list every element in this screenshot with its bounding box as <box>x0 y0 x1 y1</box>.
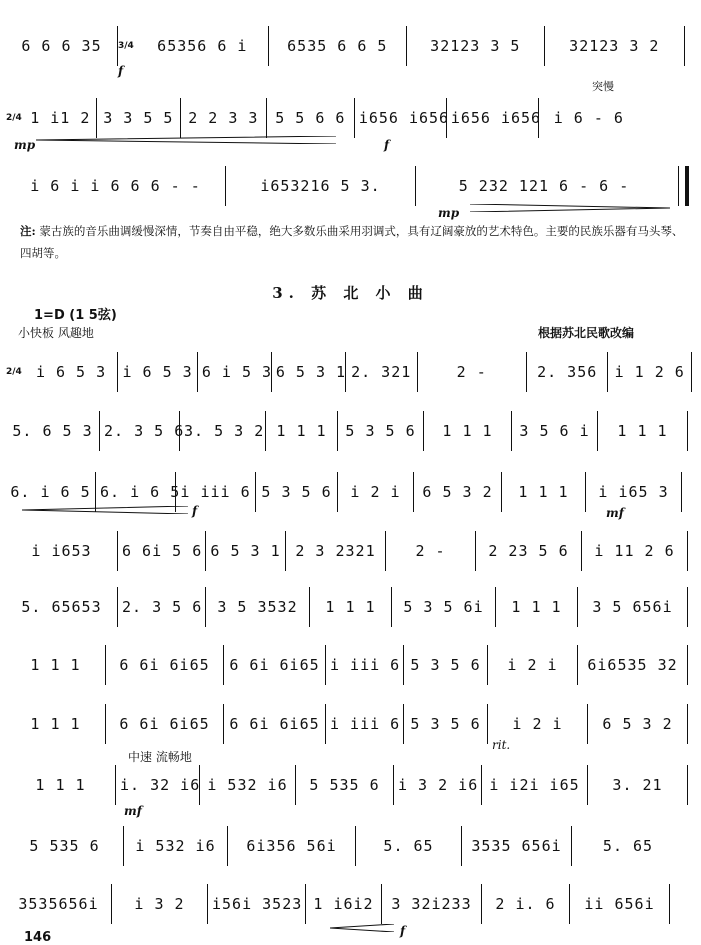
measure-notes: i 6 i i 6 6 6 - - <box>30 177 201 195</box>
measure <box>6 645 106 685</box>
measure-notes: 1 1 1 <box>617 422 668 440</box>
measure <box>356 826 462 866</box>
measure <box>392 587 496 627</box>
time-signature: 2/4 <box>6 112 22 123</box>
measure <box>118 352 198 392</box>
measure-notes: 6i6535 32 <box>587 656 678 674</box>
measure-notes: 1 i1 2 <box>30 109 91 127</box>
measure-notes: 1 1 1 <box>325 598 376 616</box>
dynamic-marking: mf <box>606 506 624 520</box>
measure-notes: 5 535 6 <box>309 776 380 794</box>
measure-notes: 2 i. 6 <box>495 895 556 913</box>
measure <box>6 26 118 66</box>
dynamic-marking: f <box>118 64 124 78</box>
measure <box>404 645 488 685</box>
dynamic-marking: f <box>384 138 390 152</box>
measure-notes: 3535 656i <box>471 837 562 855</box>
measure <box>198 352 272 392</box>
measure-notes: 5 3 5 6 <box>410 715 481 733</box>
staff-row <box>6 98 692 138</box>
arranger-credit: 根据苏北民歌改编 <box>538 326 635 340</box>
measure <box>137 26 269 66</box>
measure <box>224 704 326 744</box>
measure-notes: ii 656i <box>584 895 655 913</box>
measure <box>338 472 414 512</box>
measure-notes: 2. 3 5 6 <box>104 422 185 440</box>
staff-row <box>6 645 692 685</box>
measure <box>386 531 476 571</box>
measure-notes: 3. 21 <box>612 776 663 794</box>
measure-notes: 6 6i 6i65 <box>229 656 320 674</box>
measure-notes: 6 6i 6i65 <box>229 715 320 733</box>
measure <box>502 472 586 512</box>
measure-notes: i iii 6 <box>330 656 401 674</box>
measure-notes: 5 3 5 6 <box>261 483 332 501</box>
measure-notes: i 2 i <box>507 656 558 674</box>
measure <box>112 884 208 924</box>
decrescendo-hairpin <box>470 204 670 212</box>
crescendo-hairpin <box>330 924 394 932</box>
staff-row <box>6 26 692 66</box>
measure-notes: 1 1 1 <box>35 776 86 794</box>
measure-notes: 3 3 5 5 <box>103 109 174 127</box>
measure <box>6 411 100 451</box>
measure <box>226 166 416 206</box>
measure <box>572 826 684 866</box>
measure-notes: 6i356 56i <box>246 837 337 855</box>
measure-notes: 6. i 6 5 <box>100 483 181 501</box>
dynamic-marking: f <box>400 924 406 938</box>
dynamic-marking: mf <box>124 804 142 818</box>
measure <box>180 411 266 451</box>
time-signature: 2/4 <box>6 366 22 377</box>
measure-notes: i iii 6 <box>330 715 401 733</box>
measure <box>578 587 688 627</box>
measure-notes: 3 32i233 <box>391 895 472 913</box>
measure-notes: 1 1 1 <box>30 715 81 733</box>
measure <box>482 765 588 805</box>
measure <box>476 531 582 571</box>
measure <box>6 884 112 924</box>
measure-notes: 3 5 3532 <box>217 598 298 616</box>
measure-notes: 1 1 1 <box>276 422 327 440</box>
measure-notes: 6 5 3 1 <box>210 542 281 560</box>
measure-notes: 6 6i 6i65 <box>119 656 210 674</box>
piece-title: 3. 苏 北 小 曲 <box>272 284 429 302</box>
measure-notes: 32123 3 5 <box>430 37 521 55</box>
measure-notes: i 11 2 6 <box>594 542 675 560</box>
measure <box>200 765 296 805</box>
measure-notes: i56i 3523 <box>212 895 303 913</box>
measure <box>228 826 356 866</box>
measure-notes: i. 32 i6 <box>120 776 201 794</box>
measure-notes: 5. 65 <box>602 837 654 855</box>
measure <box>608 352 692 392</box>
measure <box>394 765 482 805</box>
measure <box>582 531 688 571</box>
final-barline <box>678 166 689 206</box>
measure-notes: 5 3 5 6 <box>410 656 481 674</box>
measure <box>266 411 338 451</box>
measure <box>416 166 672 206</box>
measure <box>588 704 688 744</box>
footnote-text: 蒙古族的音乐曲调缓慢深情，节奏自由平稳，绝大多数乐曲采用羽调式，具有辽阔豪放的艺术特色。主要的民族乐器有马头琴、四胡等。 <box>20 224 684 260</box>
measure-notes: i 532 i6 <box>135 837 216 855</box>
crescendo-hairpin <box>22 506 188 514</box>
measure-notes: i 3 2 <box>134 895 185 913</box>
measure-notes: 2 - <box>456 363 487 381</box>
measure <box>286 531 386 571</box>
measure <box>106 704 224 744</box>
measure-notes: 3535656i <box>18 895 99 913</box>
measure-notes: 5 3 5 6 <box>345 422 416 440</box>
footnote <box>20 220 685 264</box>
measure-notes: 6 i 5 3 <box>201 363 273 381</box>
measure <box>578 645 688 685</box>
measure-notes: i 6 - 6 <box>553 109 624 127</box>
measure-notes: 2. 356 <box>537 363 598 381</box>
measure <box>586 472 682 512</box>
measure-notes: i 6 5 3 <box>35 363 107 381</box>
measure <box>488 645 578 685</box>
measure-notes: 2 23 5 6 <box>488 542 569 560</box>
tempo-change: 中速 流畅地 <box>128 750 192 764</box>
measure-notes: 1 1 1 <box>30 656 81 674</box>
measure <box>6 587 118 627</box>
measure <box>97 98 181 138</box>
measure <box>272 352 346 392</box>
measure <box>512 411 598 451</box>
measure-notes: 2. 321 <box>351 363 412 381</box>
measure-notes: 5. 65 <box>383 837 434 855</box>
measure <box>424 411 512 451</box>
measure <box>414 472 502 512</box>
measure-notes: i iii 6 <box>180 483 251 501</box>
measure <box>118 531 206 571</box>
measure-notes: 2 2 3 3 <box>188 109 259 127</box>
measure-notes: 6 6i 5 6 <box>122 542 203 560</box>
measure-notes: i656 i656 <box>358 109 450 127</box>
measure <box>346 352 418 392</box>
measure-notes: i 1 2 6 <box>614 363 685 381</box>
measure <box>355 98 450 138</box>
measure <box>407 26 545 66</box>
measure-notes: 3 5 6 i <box>519 422 590 440</box>
dynamic-marking: mp <box>438 206 460 220</box>
measure-notes: 3 5 656i <box>592 598 673 616</box>
dynamic-marking: f <box>192 504 198 518</box>
measure <box>6 765 116 805</box>
key-signature: 1=D (1 5弦) <box>34 308 117 323</box>
measure-notes: i i653 <box>31 542 92 560</box>
measure <box>6 704 106 744</box>
measure <box>310 587 392 627</box>
measure <box>6 531 118 571</box>
measure-notes: 5 3 5 6i <box>403 598 484 616</box>
measure <box>570 884 670 924</box>
measure-notes: 5. 6 5 3 <box>12 422 93 440</box>
measure-notes: i656 i656 <box>450 109 542 127</box>
measure <box>176 472 256 512</box>
ritardando-marking: rit. <box>492 738 511 752</box>
measure <box>181 98 267 138</box>
measure-notes: 5 535 6 <box>29 837 100 855</box>
measure <box>588 765 688 805</box>
measure <box>208 884 306 924</box>
measure-notes: 6 5 3 1 <box>275 363 347 381</box>
measure <box>116 765 200 805</box>
measure <box>100 411 185 451</box>
tempo-marking: 小快板 风趣地 <box>18 326 94 340</box>
measure-notes: 6535 6 6 5 <box>287 37 388 55</box>
measure <box>496 587 578 627</box>
measure <box>267 98 355 138</box>
footnote-label: 注: <box>20 224 36 238</box>
measure <box>206 587 310 627</box>
staff-row <box>6 587 692 627</box>
measure-notes: i 3 2 i6 <box>398 776 479 794</box>
measure-notes: i 532 i6 <box>207 776 288 794</box>
measure-notes: 6 5 3 2 <box>602 715 673 733</box>
measure <box>338 411 424 451</box>
measure-notes: 5 5 6 6 <box>275 109 346 127</box>
measure-notes: 1 1 1 <box>518 483 569 501</box>
page-number: 146 <box>24 930 52 945</box>
measure-notes: 32123 3 2 <box>569 37 660 55</box>
staff-row <box>6 884 692 924</box>
crescendo-hairpin <box>36 136 336 144</box>
measure-notes: 1 i6i2 <box>313 895 374 913</box>
measure <box>482 884 570 924</box>
measure <box>6 826 124 866</box>
measure <box>326 704 404 744</box>
measure-notes: 6 6 6 35 <box>21 37 102 55</box>
staff-row <box>6 352 692 392</box>
staff-row <box>6 531 692 571</box>
measure-notes: i i65 3 <box>598 483 669 501</box>
measure-notes: 2. 3 5 6 <box>122 598 203 616</box>
measure <box>118 587 206 627</box>
measure-notes: 2 3 2321 <box>295 542 376 560</box>
time-signature: 3/4 <box>118 40 134 51</box>
measure <box>256 472 338 512</box>
staff-row <box>6 765 692 805</box>
measure-notes: 5. 65653 <box>21 598 102 616</box>
measure-notes: 1 1 1 <box>511 598 562 616</box>
staff-row <box>6 826 692 866</box>
staff-row <box>6 166 692 206</box>
staff-row <box>6 704 692 744</box>
measure <box>418 352 527 392</box>
measure <box>404 704 488 744</box>
measure <box>106 645 224 685</box>
measure <box>462 826 572 866</box>
measure <box>206 531 286 571</box>
measure-notes: 5 232 121 6 - 6 - <box>458 177 630 195</box>
measure-notes: 1 1 1 <box>442 422 493 440</box>
measure <box>224 645 326 685</box>
measure-notes: i i2i i65 <box>489 776 580 794</box>
measure-notes: 6 5 3 2 <box>422 483 493 501</box>
measure <box>382 884 482 924</box>
measure <box>539 98 639 138</box>
measure <box>306 884 382 924</box>
measure-notes: i 2 i <box>350 483 401 501</box>
measure <box>6 166 226 206</box>
measure <box>296 765 394 805</box>
measure <box>545 26 685 66</box>
staff-row <box>6 411 692 451</box>
measure-notes: i 2 i <box>512 715 563 733</box>
measure-notes: 3. 5 3 2 <box>184 422 265 440</box>
measure <box>25 98 97 138</box>
measure <box>598 411 688 451</box>
measure <box>124 826 228 866</box>
measure <box>269 26 407 66</box>
measure <box>326 645 404 685</box>
measure <box>527 352 609 392</box>
measure-notes: 6. i 6 5 <box>10 483 91 501</box>
measure-notes: i653216 5 3. <box>260 177 381 195</box>
measure <box>447 98 542 138</box>
measure-notes: 65356 6 i <box>157 37 248 55</box>
tempo-annotation: 突慢 <box>592 80 614 93</box>
measure-notes: 2 - <box>415 542 446 560</box>
measure <box>25 352 118 392</box>
measure-notes: i 6 5 3 <box>122 363 193 381</box>
measure-notes: 6 6i 6i65 <box>119 715 210 733</box>
dynamic-marking: mp <box>14 138 36 152</box>
